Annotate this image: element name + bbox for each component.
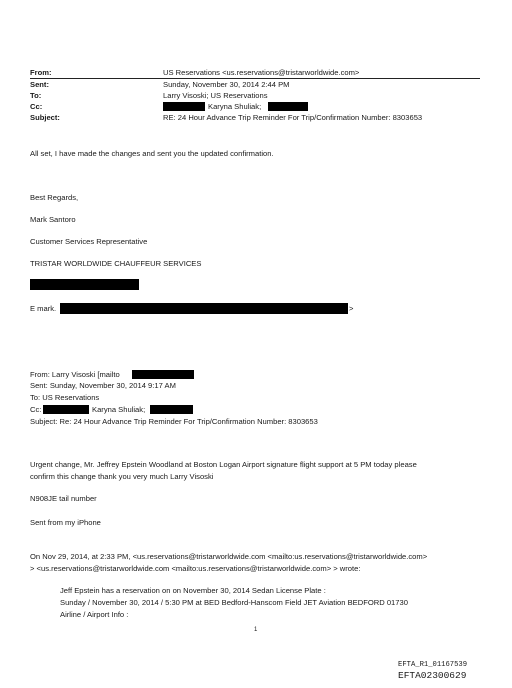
subject-value: RE: 24 Hour Advance Trip Reminder For Trip/Confirmation Number: 8303653 — [163, 113, 423, 122]
quoted-cc-name: Karyna Shuliak; — [92, 405, 146, 414]
sent-from-iphone: Sent from my iPhone — [30, 518, 101, 527]
redaction-box — [132, 370, 194, 379]
cc-value: Karyna Shuliak; — [208, 102, 262, 111]
message-line: confirm this change thank you very much Larry Visoski — [30, 472, 214, 481]
redaction-box — [30, 279, 139, 290]
to-label: To: — [30, 91, 42, 100]
sent-label: Sent: — [30, 80, 49, 89]
from-label: From: — [30, 68, 52, 77]
on-wrote-line: On Nov 29, 2014, at 2:33 PM, <us.reservations@tristarworldwide.com <mailto:us.reservations@tristarworldwide.com> — [30, 552, 428, 561]
signature-company: TRISTAR WORLDWIDE CHAUFFEUR SERVICES — [30, 259, 202, 268]
signature-name: Mark Santoro — [30, 215, 76, 224]
redaction-box — [268, 102, 308, 111]
regards: Best Regards, — [30, 193, 79, 202]
signature-title: Customer Services Representative — [30, 237, 148, 246]
redaction-box — [150, 405, 193, 414]
email-prefix: E mark. — [30, 304, 57, 313]
reservation-line: Jeff Epstein has a reservation on on November 30, 2014 Sedan License Plate : — [60, 586, 326, 595]
redaction-box — [163, 102, 205, 111]
doc-id-large: EFTA02300629 — [398, 670, 467, 681]
cc-label: Cc: — [30, 102, 43, 111]
quoted-subject: Subject: Re: 24 Hour Advance Trip Reminder For Trip/Confirmation Number: 8303653 — [30, 417, 318, 426]
redaction-box — [60, 303, 348, 314]
page-number: 1 — [254, 627, 258, 633]
on-wrote-line: > <us.reservations@tristarworldwide.com <mailto:us.reservations@tristarworldwide.com> > wrote: — [30, 564, 361, 573]
quoted-from: From: Larry Visoski [mailto — [30, 370, 120, 379]
quoted-sent: Sent: Sunday, November 30, 2014 9:17 AM — [30, 381, 176, 390]
quoted-to: To: US Reservations — [30, 393, 100, 402]
header-rule — [30, 78, 480, 79]
reservation-line: Sunday / November 30, 2014 / 5:30 PM at BED Bedford-Hanscom Field JET Aviation BEDFORD 01730 — [60, 598, 408, 607]
quoted-cc-label: Cc: — [30, 405, 42, 414]
redaction-box — [43, 405, 89, 414]
reply-line: All set, I have made the changes and sent you the updated confirmation. — [30, 149, 274, 158]
sent-value: Sunday, November 30, 2014 2:44 PM — [163, 80, 290, 89]
email-suffix: > — [349, 304, 354, 313]
message-line: Urgent change, Mr. Jeffrey Epstein Woodland at Boston Logan Airport signature flight support at 5 PM today please — [30, 460, 417, 469]
tail-number: N908JE tail number — [30, 494, 97, 503]
to-value: Larry Visoski; US Reservations — [163, 91, 268, 100]
doc-id-small: EFTA_R1_01167539 — [398, 661, 468, 669]
subject-label: Subject: — [30, 113, 60, 122]
from-value: US Reservations <us.reservations@tristarworldwide.com> — [163, 68, 360, 77]
reservation-line: Airline / Airport Info : — [60, 610, 129, 619]
